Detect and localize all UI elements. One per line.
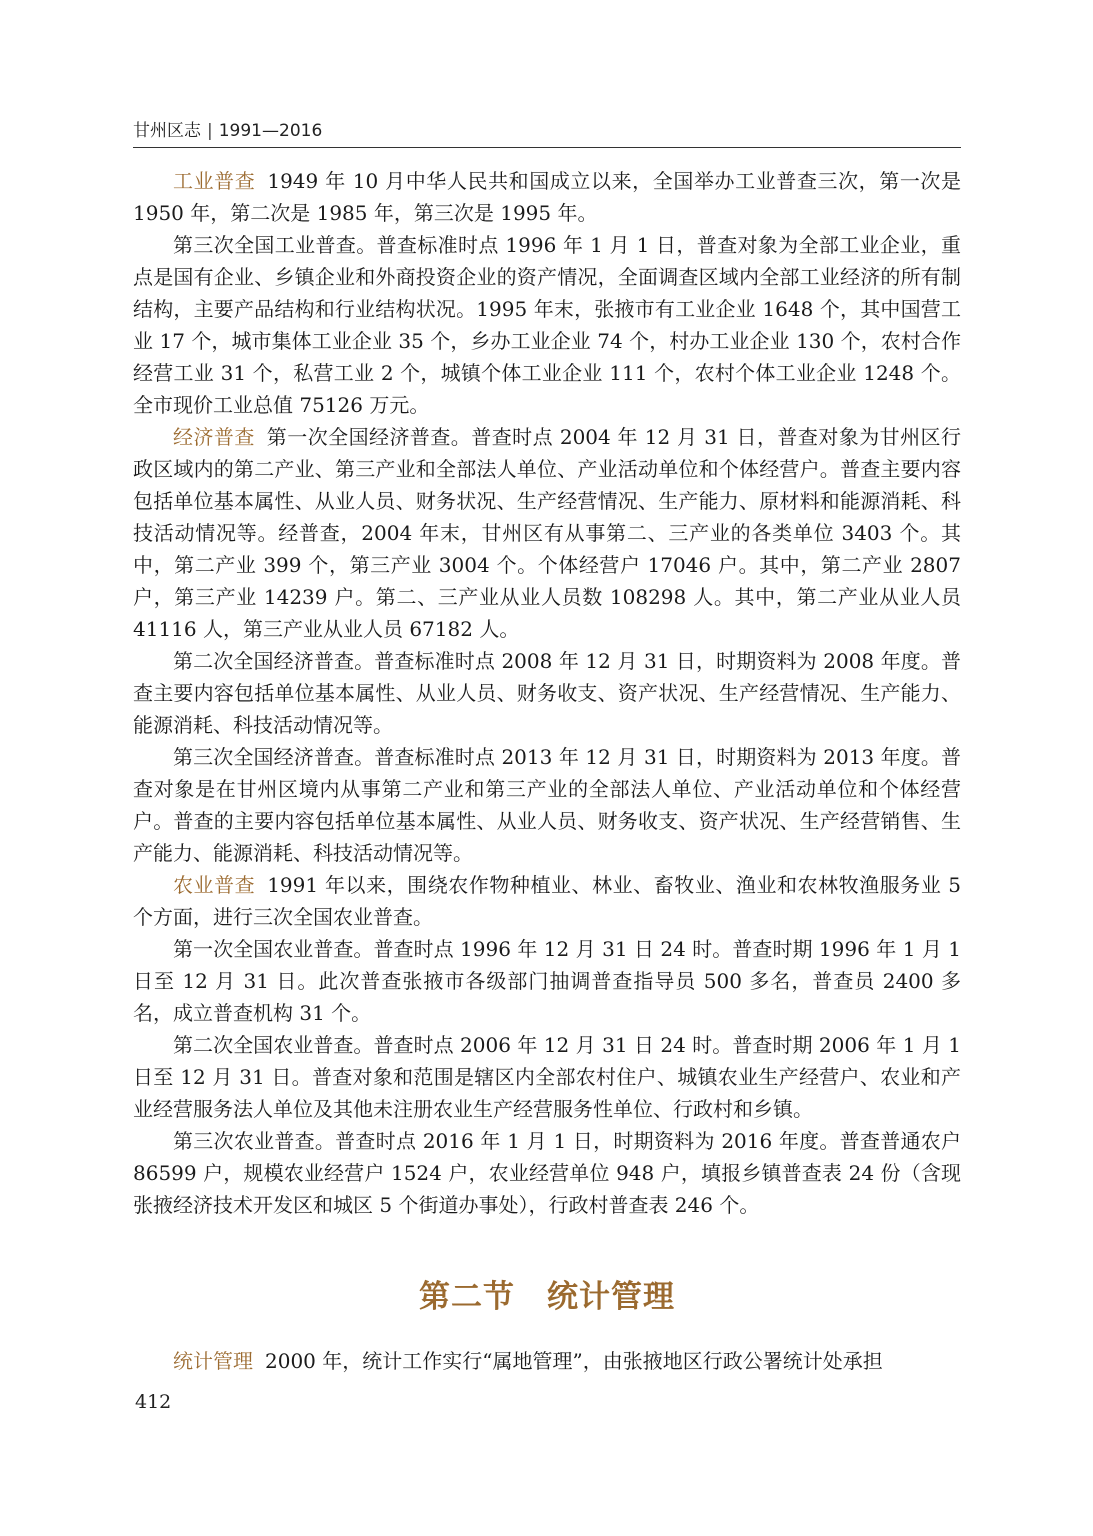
- paragraph: [133, 741, 961, 869]
- paragraph: [133, 869, 961, 933]
- paragraph: [133, 645, 961, 741]
- page-number: 412: [135, 1391, 172, 1413]
- paragraph-text: 第三次全国工业普查。普查标准时点 1996 年 1 月 1 日，普查对象为全部工业企业，重点是国有企业、乡镇企业和外商投资企业的资产情况，全面调查区域内全部工业经济的所有制结构，主要产品结构和行业结构状况。1995 年末，张掖市有工业企业 1648 个，其中国营工业 17 个，城市集体工业企业 35 个，乡办工业企业 74 个，村办工业企业 130 个，农村合作经营工业 31 个，私营工业 2 个，城镇个体工业企业 111 个，农村个体工业企业 1248 个。全市现价工业总值 75126 万元。: [133, 233, 961, 417]
- paragraph-text: 第一次全国经济普查。普查时点 2004 年 12 月 31 日，普查对象为甘州区行政区域内的第二产业、第三产业和全部法人单位、产业活动单位和个体经营户。普查主要内容包括单位基本属性、从业人员、财务状况、生产经营情况、生产能力、原材料和能源消耗、科技活动情况等。经普查，2004 年末，甘州区有从事第二、三产业的各类单位 3403 个。其中，第二产业 399 个，第三产业 3004 个。个体经营户 17046 户。其中，第二产业 2807 户，第三产业 14239 户。第二、三产业从业人员数 108298 人。其中，第二产业从业人员 41116 人，第三产业从业人员 67182 人。: [133, 425, 962, 641]
- section-title: 第二节 统计管理: [419, 1279, 675, 1315]
- paragraph-keyword: 工业普查: [173, 169, 256, 193]
- paragraph-text: 1991 年以来，围绕农作物种植业、林业、畜牧业、渔业和农林牧渔服务业 5 个方面，进行三次全国农业普查。: [133, 873, 961, 929]
- running-header: [133, 121, 961, 148]
- paragraph-text: 第二次全国农业普查。普查时点 2006 年 12 月 31 日 24 时。普查时期 2006 年 1 月 1 日至 12 月 31 日。普查对象和范围是辖区内全部农村住户、城镇农业生产经营户、农业和产业经营服务法人单位及其他未注册农业生产经营服务性单位、行政村和乡镇。: [133, 1033, 961, 1121]
- paragraph-text: 第三次农业普查。普查时点 2016 年 1 月 1 日，时期资料为 2016 年度。普查普通农户 86599 户，规模农业经营户 1524 户，农业经营单位 948 户，填报乡镇普查表 24 份（含现张掖经济技术开发区和城区 5 个街道办事处），行政村普查表 246 个。: [133, 1129, 961, 1217]
- paragraph-text: 第三次全国经济普查。普查标准时点 2013 年 12 月 31 日，时期资料为 2013 年度。普查对象是在甘州区境内从事第二产业和第三产业的全部法人单位、产业活动单位和个体经营户。普查的主要内容包括单位基本属性、从业人员、财务收支、资产状况、生产经营销售、生产能力、能源消耗、科技活动情况等。: [133, 745, 961, 865]
- paragraph-keyword: 农业普查: [173, 873, 256, 897]
- paragraph-text: 第二次全国经济普查。普查标准时点 2008 年 12 月 31 日，时期资料为 2008 年度。普查主要内容包括单位基本属性、从业人员、财务收支、资产状况、生产经营情况、生产能力、能源消耗、科技活动情况等。: [133, 649, 961, 737]
- header-separator: |: [207, 121, 213, 141]
- paragraph: [133, 229, 961, 421]
- paragraph: [133, 1125, 961, 1221]
- paragraph-keyword: 统计管理: [173, 1349, 253, 1373]
- paragraph: [133, 421, 961, 645]
- paragraph-keyword: 经济普查: [173, 425, 255, 449]
- paragraph-text: 1949 年 10 月中华人民共和国成立以来，全国举办工业普查三次，第一次是 1950 年，第二次是 1985 年，第三次是 1995 年。: [133, 169, 962, 225]
- paragraph: [133, 165, 961, 229]
- book-years: 1991—2016: [218, 121, 323, 141]
- paragraph: [133, 1029, 961, 1125]
- paragraph: [133, 1345, 961, 1377]
- paragraph: [133, 933, 961, 1029]
- section-body-text: [133, 1345, 961, 1377]
- paragraph-text: 第一次全国农业普查。普查时点 1996 年 12 月 31 日 24 时。普查时期 1996 年 1 月 1 日至 12 月 31 日。此次普查张掖市各级部门抽调普查指导员 500 多名，普查员 2400 多名，成立普查机构 31 个。: [133, 937, 961, 1025]
- book-title: 甘州区志: [133, 121, 201, 141]
- body-text: [133, 165, 961, 1221]
- paragraph-text: 2000 年，统计工作实行“属地管理”，由张掖地区行政公署统计处承担: [265, 1349, 883, 1373]
